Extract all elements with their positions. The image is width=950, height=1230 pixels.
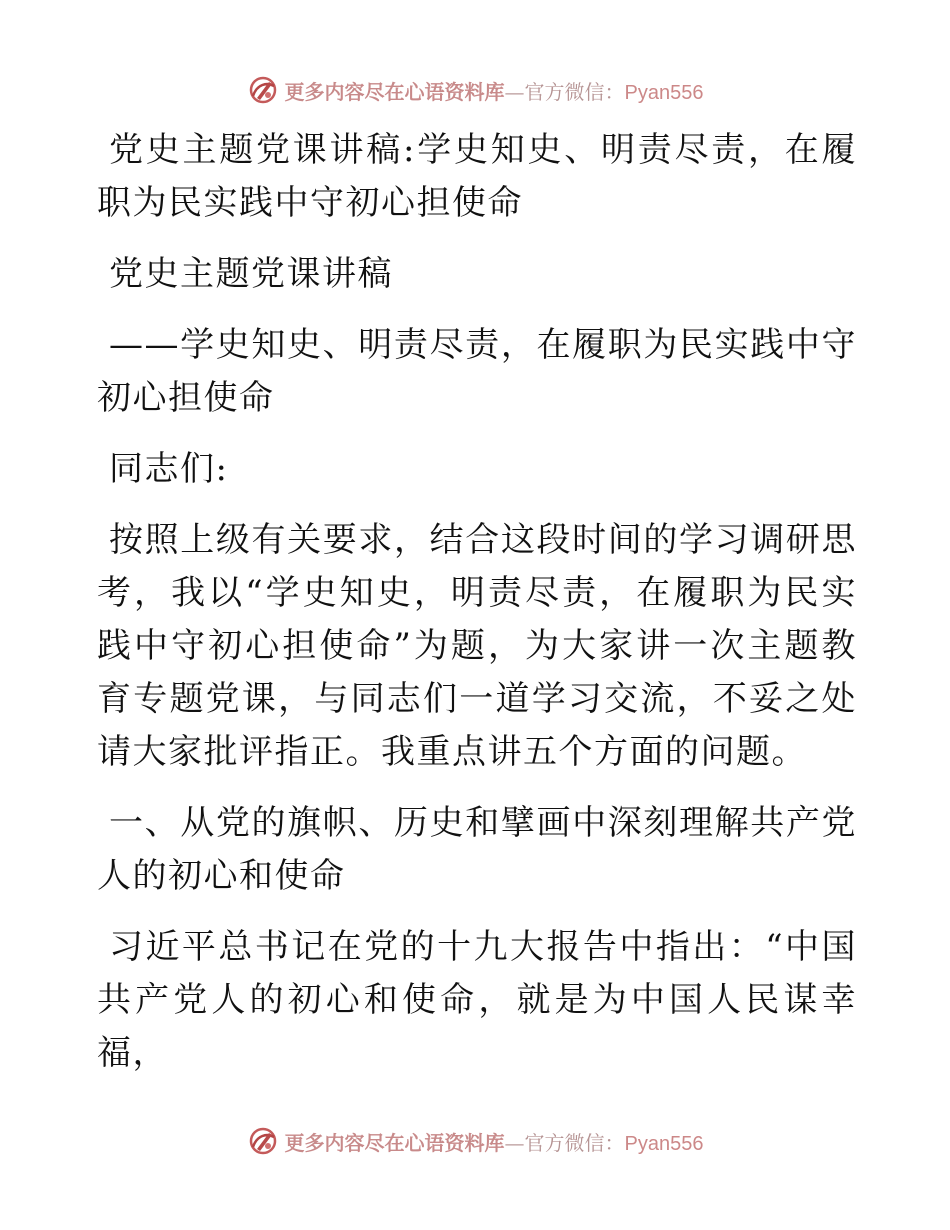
footer-watermark — [0, 1121, 950, 1161]
section-heading-1: 一、从党的旗帜、历史和擘画中深刻理解共产党人的初心和使命 — [97, 803, 857, 896]
watermark-text — [285, 1127, 704, 1156]
watermark-dash: — — [504, 1130, 525, 1155]
watermark-account: Pyan556 — [624, 1132, 704, 1155]
pen-swirl-logo-icon — [247, 74, 279, 106]
lecture-heading: 党史主题党课讲稿 — [109, 254, 393, 294]
header-watermark — [0, 70, 950, 110]
watermark-site: 更多内容尽在心语资料库 — [284, 1130, 505, 1155]
salutation: 同志们: — [109, 449, 229, 489]
watermark-account: Pyan556 — [624, 81, 704, 104]
watermark-text — [285, 76, 704, 105]
document-body — [97, 124, 857, 1098]
intro-paragraph: 按照上级有关要求，结合这段时间的学习调研思考，我以“学史知史，明责尽责，在履职为民实践中守初心担使命”为题，为大家讲一次主题教育专题党课，与同志们一道学习交流，不妥之处请大家批评指正。我重点讲五个方面的问题。 — [97, 520, 857, 772]
body-paragraph: 习近平总书记在党的十九大报告中指出：“中国共产党人的初心和使命，就是为中国人民谋幸福， — [97, 927, 857, 1073]
watermark-wechat-label: 官方微信： — [524, 79, 625, 104]
watermark-wechat-label: 官方微信： — [524, 1130, 625, 1155]
watermark-site: 更多内容尽在心语资料库 — [284, 79, 505, 104]
document-title: 党史主题党课讲稿:学史知史、明责尽责，在履职为民实践中守初心担使命 — [97, 130, 857, 223]
lecture-subtitle: ——学史知史、明责尽责，在履职为民实践中守初心担使命 — [97, 325, 857, 418]
pen-swirl-logo-icon — [247, 1125, 279, 1157]
watermark-dash: — — [504, 79, 525, 104]
